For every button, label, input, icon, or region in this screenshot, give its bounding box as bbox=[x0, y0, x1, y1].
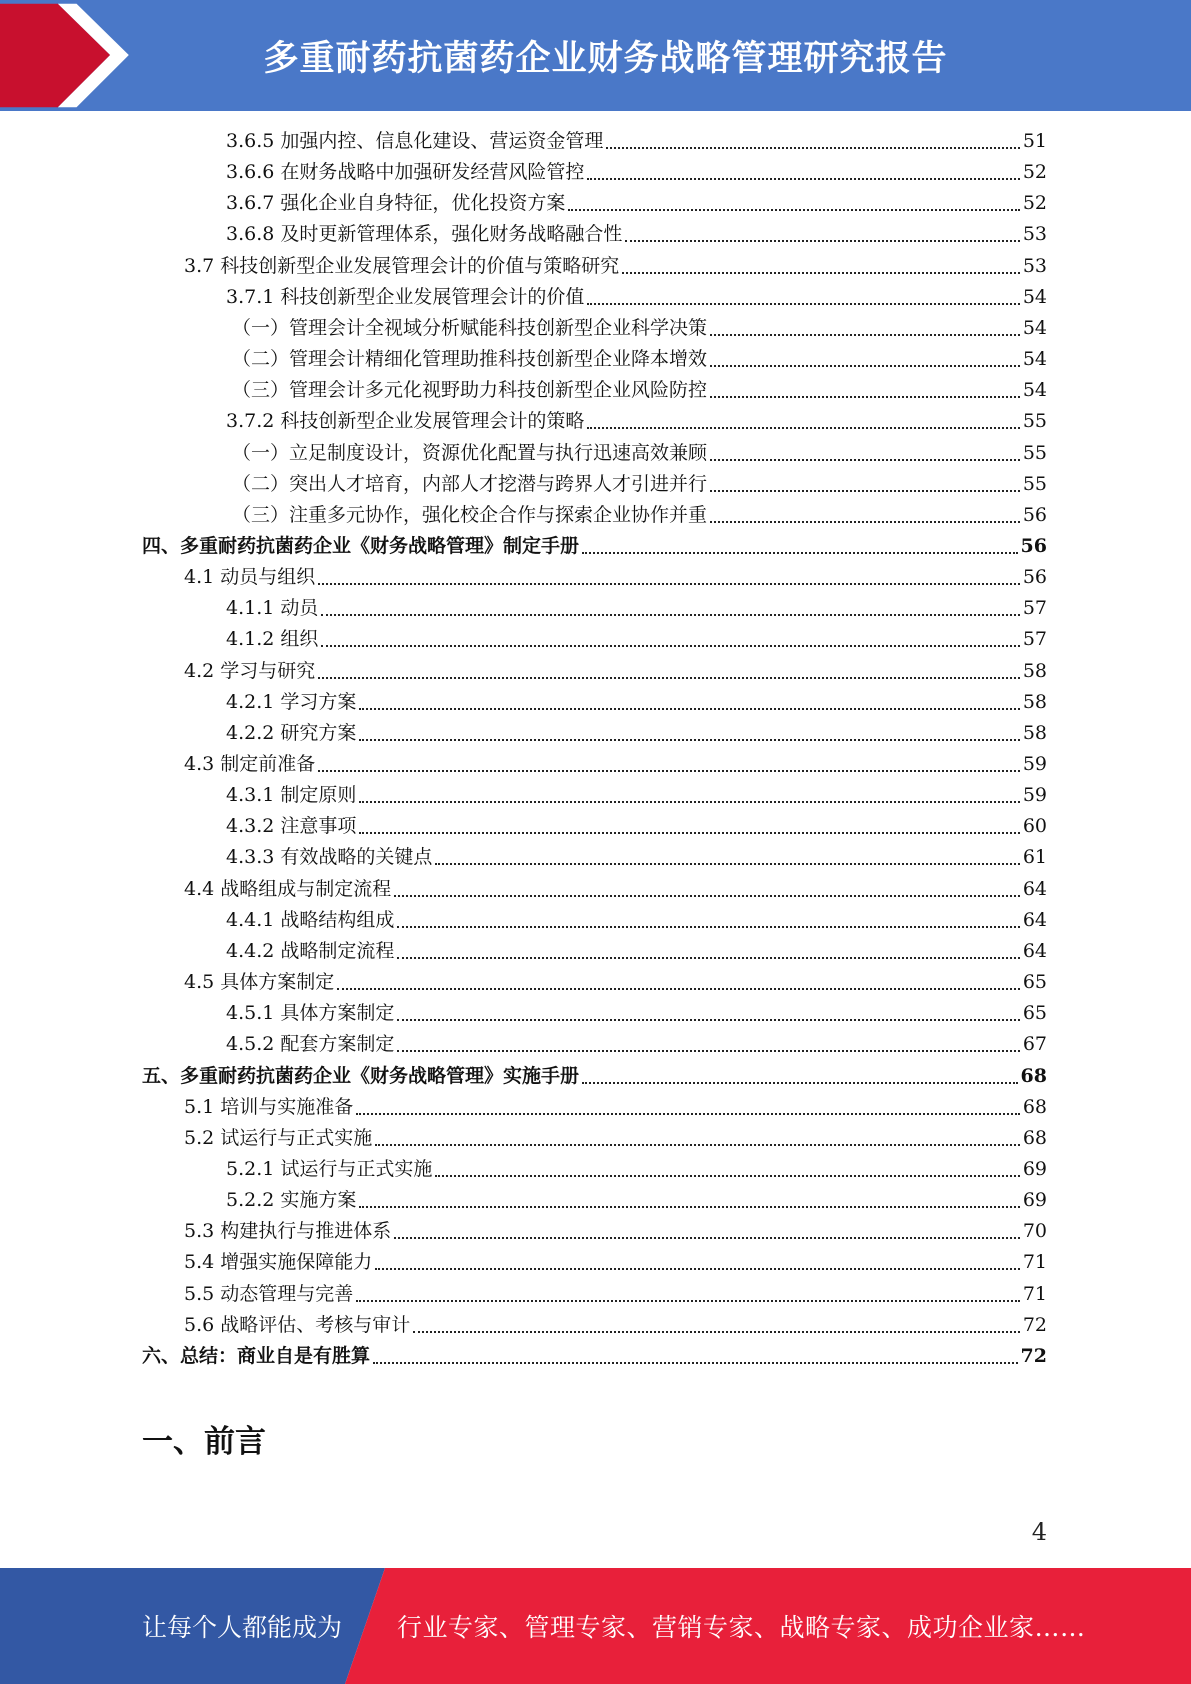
toc-entry-page: 52 bbox=[1022, 192, 1047, 215]
toc-entry[interactable] bbox=[184, 1310, 1047, 1341]
toc-entry[interactable] bbox=[226, 593, 1047, 624]
toc-dot-leader bbox=[394, 1216, 1020, 1247]
toc-entry-title: 4.3.2 注意事项 bbox=[226, 815, 357, 838]
toc-entry-page: 55 bbox=[1022, 410, 1047, 433]
toc-entry[interactable] bbox=[232, 313, 1047, 344]
toc-entry-title: 四、多重耐药抗菌药企业《财务战略管理》制定手册 bbox=[142, 534, 580, 557]
toc-entry-page: 64 bbox=[1022, 877, 1047, 900]
toc-entry-page: 68 bbox=[1020, 1064, 1047, 1087]
toc-entry[interactable] bbox=[226, 624, 1047, 655]
toc-dot-leader bbox=[587, 282, 1019, 313]
toc-entry-title: 4.1 动员与组织 bbox=[184, 566, 316, 589]
toc-entry-page: 70 bbox=[1022, 1220, 1047, 1243]
header-chevron-decoration bbox=[0, 0, 140, 111]
toc-dot-leader bbox=[568, 188, 1019, 219]
toc-entry[interactable] bbox=[226, 126, 1047, 157]
toc-entry[interactable] bbox=[226, 811, 1047, 842]
toc-entry[interactable] bbox=[226, 282, 1047, 313]
toc-entry[interactable] bbox=[184, 1092, 1047, 1123]
toc-entry-title: 五、多重耐药抗菌药企业《财务战略管理》实施手册 bbox=[142, 1064, 580, 1087]
toc-dot-leader bbox=[606, 126, 1019, 157]
toc-entry-title: 5.1 培训与实施准备 bbox=[184, 1095, 354, 1118]
toc-entry-title: 4.4.2 战略制定流程 bbox=[226, 939, 395, 962]
toc-entry-page: 72 bbox=[1020, 1344, 1047, 1367]
toc-entry-title: 3.6.7 强化企业自身特征，优化投资方案 bbox=[226, 192, 566, 215]
toc-entry[interactable] bbox=[226, 998, 1047, 1029]
toc-entry-page: 54 bbox=[1022, 348, 1047, 371]
toc-chapter-entry[interactable] bbox=[142, 1061, 1047, 1092]
toc-chapter-entry[interactable] bbox=[142, 531, 1047, 562]
toc-entry-title: 4.4.1 战略结构组成 bbox=[226, 908, 395, 931]
toc-entry-title: （一）立足制度设计，资源优化配置与执行迅速高效兼顾 bbox=[232, 441, 708, 464]
toc-dot-leader bbox=[582, 531, 1018, 562]
toc-entry-title: 3.7 科技创新型企业发展管理会计的价值与策略研究 bbox=[184, 254, 620, 277]
toc-entry-page: 58 bbox=[1022, 721, 1047, 744]
toc-chapter-entry[interactable] bbox=[142, 1341, 1047, 1372]
toc-entry-page: 65 bbox=[1022, 1002, 1047, 1025]
toc-entry-page: 61 bbox=[1022, 846, 1047, 869]
toc-entry-title: （三）注重多元协作，强化校企合作与探索企业协作并重 bbox=[232, 503, 708, 526]
toc-entry-title: 4.1.2 组织 bbox=[226, 628, 319, 651]
toc-entry[interactable] bbox=[226, 157, 1047, 188]
toc-entry[interactable] bbox=[232, 500, 1047, 531]
footer-slogan-right: 行业专家、管理专家、营销专家、战略专家、成功企业家…… bbox=[397, 1613, 1086, 1642]
toc-entry-page: 57 bbox=[1022, 597, 1047, 620]
toc-entry-page: 64 bbox=[1022, 939, 1047, 962]
page-number: 4 bbox=[1031, 1518, 1047, 1546]
toc-entry[interactable] bbox=[226, 842, 1047, 873]
toc-dot-leader bbox=[413, 1310, 1020, 1341]
toc-entry[interactable] bbox=[184, 1279, 1047, 1310]
toc-entry[interactable] bbox=[184, 562, 1047, 593]
toc-dot-leader bbox=[397, 936, 1019, 967]
toc-entry[interactable] bbox=[226, 936, 1047, 967]
toc-entry-page: 60 bbox=[1022, 815, 1047, 838]
toc-dot-leader bbox=[373, 1341, 1018, 1372]
toc-entry[interactable] bbox=[184, 967, 1047, 998]
toc-dot-leader bbox=[321, 624, 1019, 655]
toc-entry-title: （三）管理会计多元化视野助力科技创新型企业风险防控 bbox=[232, 379, 708, 402]
toc-entry-page: 65 bbox=[1022, 971, 1047, 994]
toc-dot-leader bbox=[710, 469, 1020, 500]
toc-entry-title: 4.5.1 具体方案制定 bbox=[226, 1002, 395, 1025]
toc-entry-page: 68 bbox=[1022, 1126, 1047, 1149]
toc-entry[interactable] bbox=[184, 874, 1047, 905]
toc-entry-page: 64 bbox=[1022, 908, 1047, 931]
toc-entry-title: 5.2.2 实施方案 bbox=[226, 1189, 357, 1212]
toc-entry-title: 3.6.6 在财务战略中加强研发经营风险管控 bbox=[226, 161, 585, 184]
toc-entry-page: 56 bbox=[1020, 534, 1047, 557]
toc-dot-leader bbox=[710, 500, 1020, 531]
toc-entry[interactable] bbox=[184, 749, 1047, 780]
toc-entry[interactable] bbox=[226, 1154, 1047, 1185]
toc-entry-title: （一）管理会计全视域分析赋能科技创新型企业科学决策 bbox=[232, 316, 708, 339]
toc-entry[interactable] bbox=[226, 687, 1047, 718]
toc-entry-page: 71 bbox=[1022, 1251, 1047, 1274]
toc-entry[interactable] bbox=[184, 251, 1047, 282]
toc-dot-leader bbox=[710, 438, 1020, 469]
toc-dot-leader bbox=[318, 656, 1020, 687]
toc-dot-leader bbox=[359, 811, 1019, 842]
toc-dot-leader bbox=[587, 157, 1019, 188]
toc-dot-leader bbox=[318, 562, 1020, 593]
toc-entry-page: 69 bbox=[1022, 1157, 1047, 1180]
toc-entry-title: 4.5.2 配套方案制定 bbox=[226, 1033, 395, 1056]
toc-entry-title: 5.2.1 试运行与正式实施 bbox=[226, 1157, 433, 1180]
toc-dot-leader bbox=[337, 967, 1020, 998]
toc-dot-leader bbox=[435, 842, 1019, 873]
toc-entry-page: 71 bbox=[1022, 1282, 1047, 1305]
toc-dot-leader bbox=[397, 998, 1019, 1029]
toc-entry[interactable] bbox=[226, 406, 1047, 437]
toc-entry-page: 68 bbox=[1022, 1095, 1047, 1118]
toc-entry[interactable] bbox=[226, 905, 1047, 936]
toc-dot-leader bbox=[356, 1092, 1020, 1123]
toc-entry-page: 59 bbox=[1022, 753, 1047, 775]
toc-entry[interactable] bbox=[184, 1247, 1047, 1278]
toc-entry-page: 58 bbox=[1022, 659, 1047, 682]
toc-entry-title: 4.3.3 有效战略的关键点 bbox=[226, 846, 433, 869]
toc-entry-title: 4.4 战略组成与制定流程 bbox=[184, 877, 392, 900]
toc-entry-title: 4.2.2 研究方案 bbox=[226, 721, 357, 744]
toc-entry-page: 52 bbox=[1022, 161, 1047, 184]
toc-entry-page: 56 bbox=[1022, 566, 1047, 589]
toc-entry-page: 54 bbox=[1022, 379, 1047, 402]
toc-entry[interactable] bbox=[184, 656, 1047, 687]
toc-entry-title: 3.7.1 科技创新型企业发展管理会计的价值 bbox=[226, 285, 585, 308]
toc-entry-page: 72 bbox=[1022, 1313, 1047, 1336]
toc-entry[interactable] bbox=[226, 188, 1047, 219]
toc-entry-page: 59 bbox=[1022, 784, 1047, 807]
toc-entry-page: 54 bbox=[1022, 316, 1047, 339]
toc-entry[interactable] bbox=[232, 469, 1047, 500]
toc-entry-title: 4.5 具体方案制定 bbox=[184, 971, 335, 994]
toc-entry-title: 4.2.1 学习方案 bbox=[226, 690, 357, 713]
toc-entry[interactable] bbox=[226, 1185, 1047, 1216]
section-heading: 一、前言 bbox=[142, 1424, 266, 1460]
toc-entry-page: 51 bbox=[1022, 130, 1047, 152]
toc-dot-leader bbox=[625, 219, 1019, 250]
toc-entry-page: 55 bbox=[1022, 472, 1047, 495]
toc-dot-leader bbox=[321, 593, 1019, 624]
toc-entry-title: 5.5 动态管理与完善 bbox=[184, 1282, 354, 1305]
toc-dot-leader bbox=[359, 780, 1019, 811]
toc-dot-leader bbox=[622, 251, 1020, 282]
toc-entry-page: 54 bbox=[1022, 285, 1047, 308]
toc-entry-title: 3.7.2 科技创新型企业发展管理会计的策略 bbox=[226, 410, 585, 433]
toc-entry-page: 53 bbox=[1022, 223, 1047, 246]
toc-entry-page: 55 bbox=[1022, 441, 1047, 464]
toc-dot-leader bbox=[582, 1061, 1018, 1092]
toc-entry-page: 56 bbox=[1022, 503, 1047, 526]
toc-entry[interactable] bbox=[232, 344, 1047, 375]
toc-entry-title: 4.3.1 制定原则 bbox=[226, 784, 357, 807]
footer-slogan-left: 让每个人都能成为 bbox=[142, 1613, 343, 1642]
toc-entry[interactable] bbox=[226, 780, 1047, 811]
toc-dot-leader bbox=[587, 406, 1019, 437]
toc-dot-leader bbox=[397, 905, 1019, 936]
toc-dot-leader bbox=[375, 1123, 1020, 1154]
footer-banner bbox=[0, 1568, 1191, 1684]
report-title: 多重耐药抗菌药企业财务战略管理研究报告 bbox=[263, 38, 948, 79]
toc-entry-title: （二）管理会计精细化管理助推科技创新型企业降本增效 bbox=[232, 348, 708, 371]
toc-entry[interactable] bbox=[184, 1123, 1047, 1154]
toc-entry[interactable] bbox=[232, 438, 1047, 469]
toc-entry-title: 5.6 战略评估、考核与审计 bbox=[184, 1313, 411, 1336]
toc-dot-leader bbox=[394, 874, 1020, 905]
toc-dot-leader bbox=[435, 1154, 1019, 1185]
toc-entry[interactable] bbox=[226, 718, 1047, 749]
toc-dot-leader bbox=[710, 313, 1020, 344]
toc-entry-title: 5.4 增强实施保障能力 bbox=[184, 1251, 373, 1274]
toc-dot-leader bbox=[710, 375, 1020, 406]
toc-dot-leader bbox=[397, 1029, 1019, 1060]
toc-entry-page: 53 bbox=[1022, 254, 1047, 277]
toc-entry[interactable] bbox=[232, 375, 1047, 406]
toc-entry-title: 六、总结：商业自是有胜算 bbox=[142, 1344, 371, 1367]
toc-entry[interactable] bbox=[226, 219, 1047, 250]
toc-entry-title: 4.3 制定前准备 bbox=[184, 753, 316, 775]
toc-entry-page: 67 bbox=[1022, 1033, 1047, 1056]
toc-entry[interactable] bbox=[184, 1216, 1047, 1247]
toc-entry[interactable] bbox=[226, 1029, 1047, 1060]
toc-entry-title: 3.6.8 及时更新管理体系，强化财务战略融合性 bbox=[226, 223, 623, 246]
toc-entry-title: 4.2 学习与研究 bbox=[184, 659, 316, 682]
toc-entry-page: 58 bbox=[1022, 690, 1047, 713]
toc-entry-title: （二）突出人才培育，内部人才挖潜与跨界人才引进并行 bbox=[232, 472, 708, 495]
toc-entry-title: 3.6.5 加强内控、信息化建设、营运资金管理 bbox=[226, 130, 604, 152]
toc-dot-leader bbox=[710, 344, 1020, 375]
toc-dot-leader bbox=[318, 749, 1020, 780]
toc-dot-leader bbox=[375, 1247, 1020, 1278]
toc-entry-page: 57 bbox=[1022, 628, 1047, 651]
toc-dot-leader bbox=[359, 718, 1019, 749]
toc-dot-leader bbox=[356, 1279, 1020, 1310]
header-banner bbox=[0, 0, 1191, 111]
toc-dot-leader bbox=[359, 687, 1019, 718]
toc-entry-title: 4.1.1 动员 bbox=[226, 597, 319, 620]
toc-dot-leader bbox=[359, 1185, 1019, 1216]
toc-entry-page: 69 bbox=[1022, 1189, 1047, 1212]
toc-entry-title: 5.3 构建执行与推进体系 bbox=[184, 1220, 392, 1243]
toc-entry-title: 5.2 试运行与正式实施 bbox=[184, 1126, 373, 1149]
